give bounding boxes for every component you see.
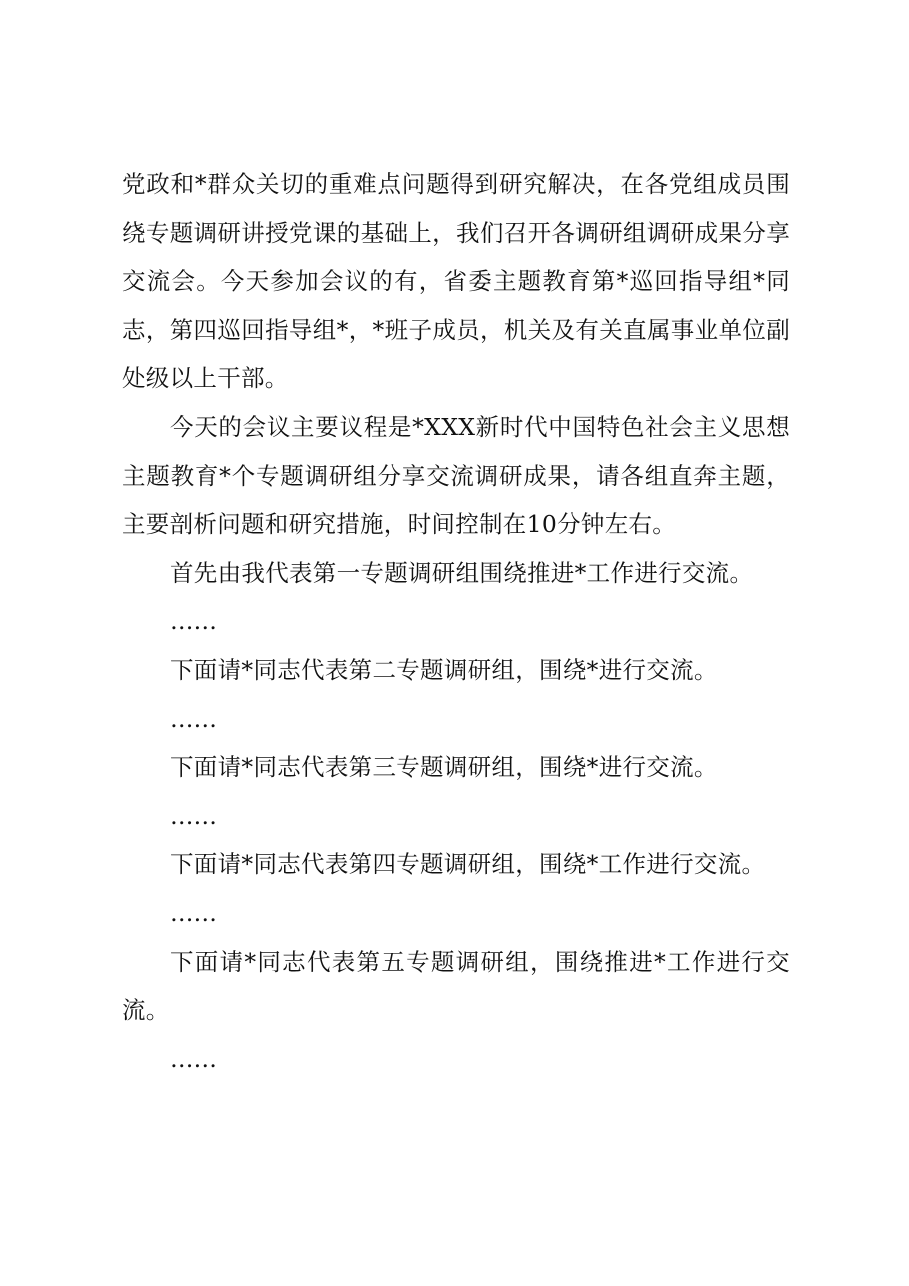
paragraph-attendees: 党政和*群众关切的重难点问题得到研究解决，在各党组成员围绕专题调研讲授党课的基础上，我们召开各调研组调研成果分享交流会。今天参加会议的有，省委主题教育第*巡回指导组*同志，第四巡回指导组*，*班子成员，机关及有关直属事业单位副处级以上干部。 [122,170,790,393]
paragraph-group-2: 下面请*同志代表第二专题调研组，围绕*进行交流。 [170,655,718,684]
paragraph-group-1: 首先由我代表第一专题调研组围绕推进*工作进行交流。 [170,558,754,587]
ellipsis-1: …… [170,607,217,636]
ellipsis-4: …… [170,898,217,927]
document-body [122,160,790,1083]
paragraph-group-3: 下面请*同志代表第三专题调研组，围绕*进行交流。 [170,753,718,782]
ellipsis-3: …… [170,801,217,830]
paragraph-group-5: 下面请*同志代表第五专题调研组，围绕推进*工作进行交流。 [122,947,790,1025]
paragraph-agenda: 今天的会议主要议程是*XXX新时代中国特色社会主义思想主题教育*个专题调研组分享交流调研成果，请各组直奔主题，主要剖析问题和研究措施，时间控制在10分钟左右。 [122,412,790,539]
paragraph-group-4: 下面请*同志代表第四专题调研组，围绕*工作进行交流。 [170,850,766,879]
ellipsis-5: …… [170,1044,217,1073]
ellipsis-2: …… [170,704,217,733]
